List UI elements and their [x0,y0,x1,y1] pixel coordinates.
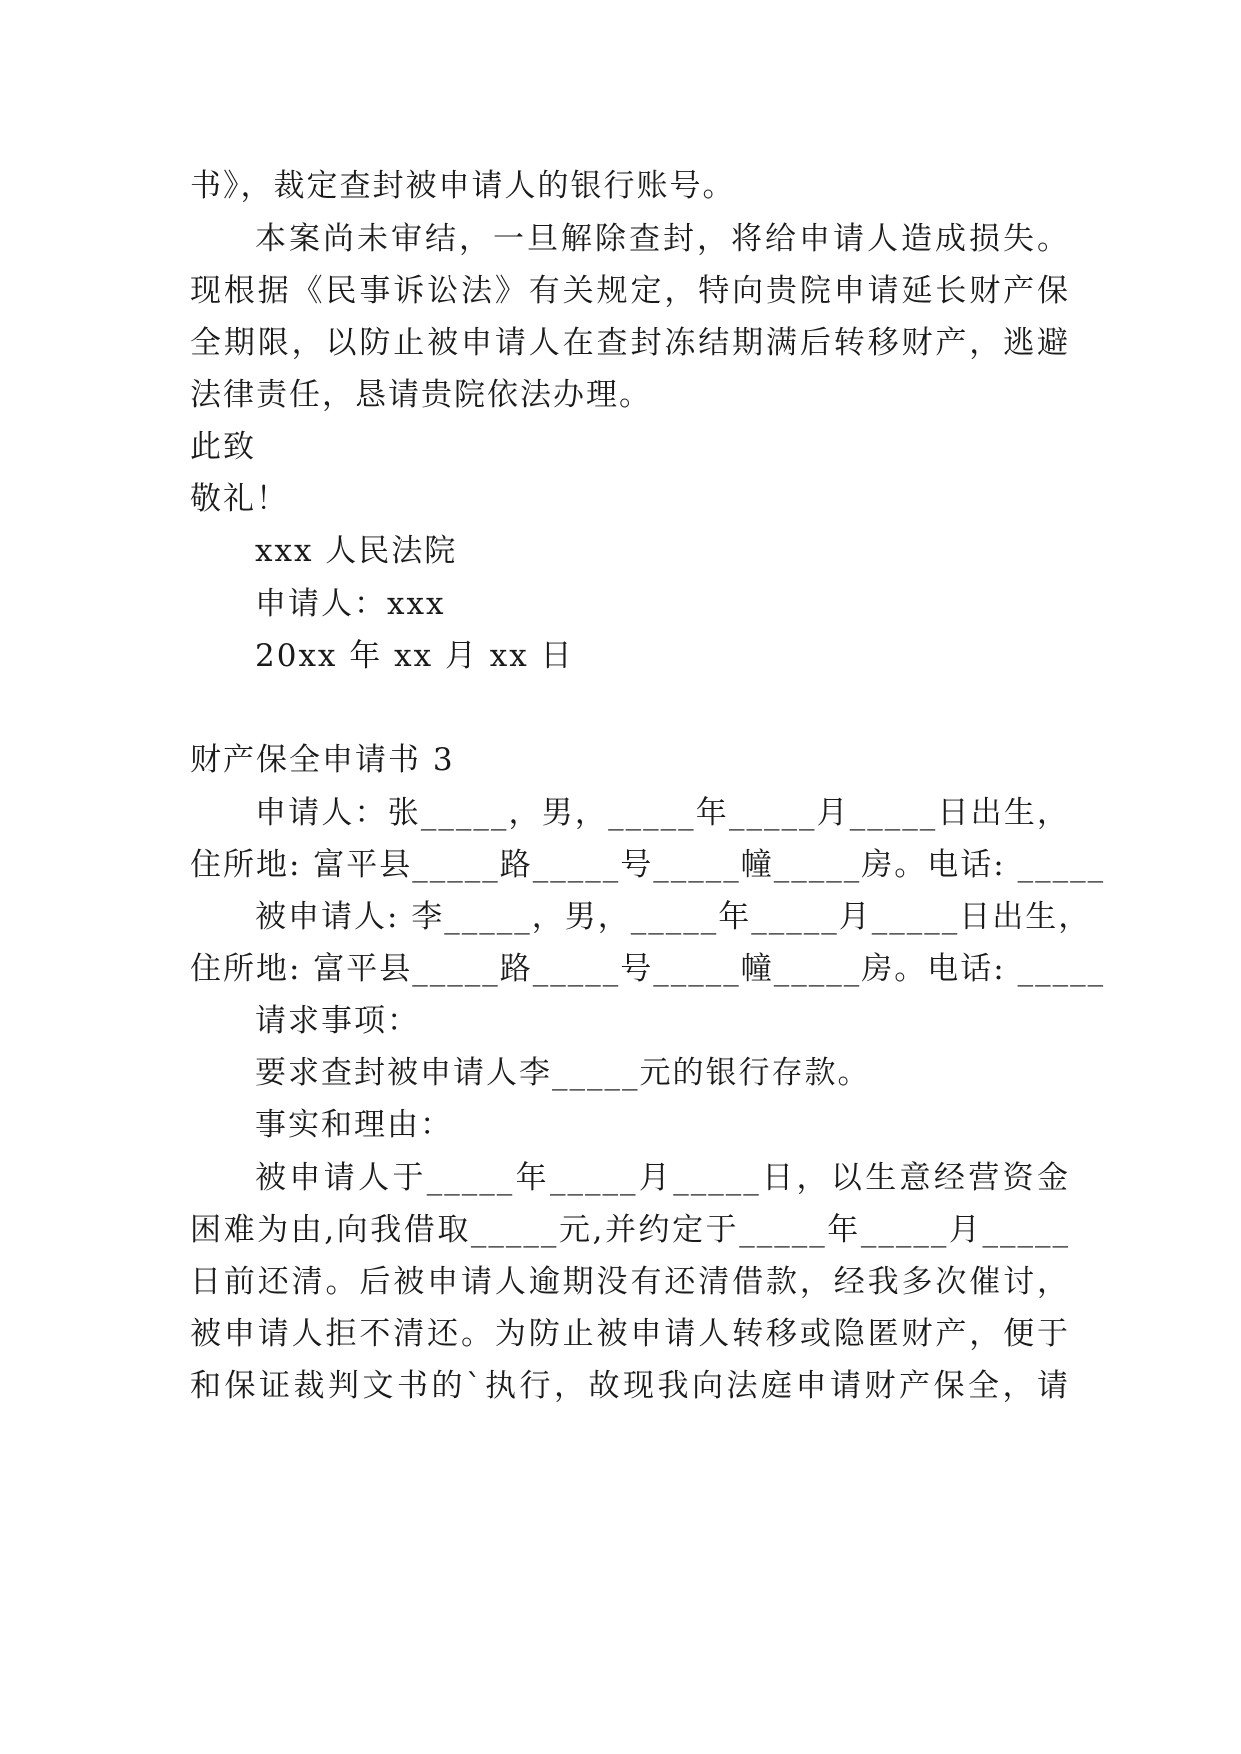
facts-line: 被申请人拒不清还。为防止被申请人转移或隐匿财产，便于 [190,1316,1070,1352]
section-title: 财产保全申请书 3 [190,742,455,778]
signature-date: 20xx 年 xx 月 xx 日 [255,638,574,674]
recipient-court: xxx 人民法院 [255,533,458,569]
applicant-line: 申请人：张_____，男，_____年_____月_____日出生， [255,795,1070,831]
respondent-address-line: 住所地: 富平县_____路_____号_____幢_____房。电话: _____ [190,951,1106,987]
salutation-line: 此致 [190,429,256,465]
facts-line: 困难为由,向我借取_____元,并约定于_____年_____月_____ [190,1212,1070,1248]
body-line: 全期限，以防止被申请人在查封冻结期满后转移财产，逃避 [190,325,1070,361]
respondent-line: 被申请人: 李_____，男，_____年_____月_____日出生， [255,899,1092,935]
facts-line: 和保证裁判文书的`执行，故现我向法庭申请财产保全，请 [190,1368,1070,1404]
facts-heading: 事实和理由： [255,1107,453,1143]
facts-line: 日前还清。后被申请人逾期没有还清借款，经我多次催讨， [190,1264,1070,1300]
claims-heading: 请求事项： [255,1003,420,1039]
applicant-address-line: 住所地: 富平县_____路_____号_____幢_____房。电话: _____ [190,847,1106,883]
body-line: 现根据《民事诉讼法》有关规定，特向贵院申请延长财产保 [190,273,1070,309]
body-line: 法律责任，恳请贵院依法办理。 [190,377,652,413]
body-line: 书》，裁定查封被申请人的银行账号。 [190,168,736,204]
salutation-line: 敬礼！ [190,481,289,517]
body-line: 本案尚未审结，一旦解除查封，将给申请人造成损失。 [255,221,1070,257]
applicant-signature: 申请人：xxx [255,586,446,622]
claims-line: 要求查封被申请人李_____元的银行存款。 [255,1055,871,1091]
facts-line: 被申请人于_____年_____月_____日，以生意经营资金 [255,1160,1070,1196]
